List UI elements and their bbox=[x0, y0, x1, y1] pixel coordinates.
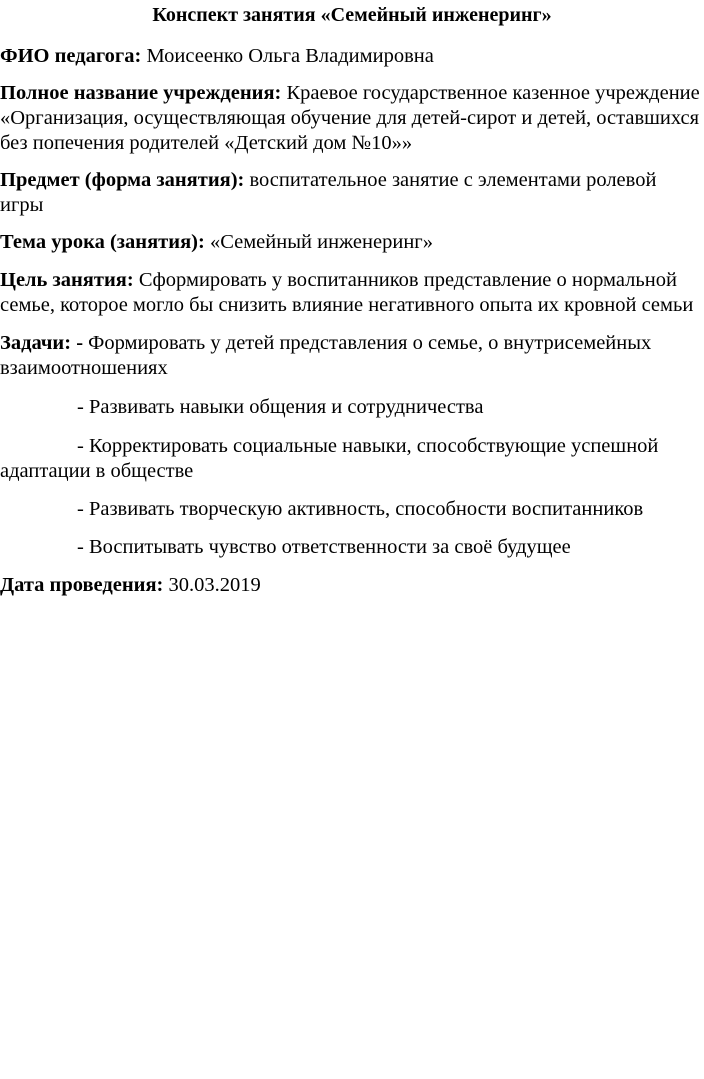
teacher-name-label: ФИО педагога: bbox=[0, 45, 142, 67]
task-item: - Развивать творческую активность, способности воспитанников bbox=[77, 498, 644, 520]
teacher-name-field bbox=[0, 44, 704, 69]
task-item: - Корректировать социальные навыки, способствующие успешной адаптации в обществе bbox=[0, 435, 659, 482]
task-item: - Развивать навыки общения и сотрудничества bbox=[77, 396, 484, 418]
institution-label: Полное название учреждения: bbox=[0, 82, 282, 104]
subject-field bbox=[0, 168, 704, 218]
topic-label: Тема урока (занятия): bbox=[0, 231, 205, 253]
institution-field bbox=[0, 81, 704, 156]
document-title: Конспект занятия «Семейный инженеринг» bbox=[152, 4, 552, 26]
date-field bbox=[0, 573, 704, 598]
date-value: 30.03.2019 bbox=[163, 574, 261, 596]
goal-value: Сформировать у воспитанников представление о нормальной семье, которое могло бы снизить влияние негативного опыта их кровной семьи bbox=[0, 269, 694, 316]
date-label: Дата проведения: bbox=[0, 574, 164, 596]
subject-label: Предмет (форма занятия): bbox=[0, 169, 245, 191]
goal-field bbox=[0, 268, 704, 318]
topic-field bbox=[0, 230, 704, 255]
subject-value: воспитательное занятие с элементами ролевой игры bbox=[0, 169, 657, 216]
institution-value: Краевое государственное казенное учреждение «Организация, осуществляющая обучение для детей-сирот и детей, оставшихся без попечения родителей «Детский дом №10»» bbox=[0, 82, 700, 154]
task-item-first: Формировать у детей представления о семье, о внутрисемейных взаимоотношениях bbox=[0, 332, 652, 379]
goal-label: Цель занятия: bbox=[0, 269, 134, 291]
task-item: - Воспитывать чувство ответственности за своё будущее bbox=[77, 536, 571, 558]
tasks-field bbox=[0, 331, 704, 381]
topic-value: «Семейный инженеринг» bbox=[204, 231, 433, 253]
tasks-label: Задачи: - bbox=[0, 332, 84, 354]
teacher-name-value: Моисеенко Ольга Владимировна bbox=[141, 45, 434, 67]
